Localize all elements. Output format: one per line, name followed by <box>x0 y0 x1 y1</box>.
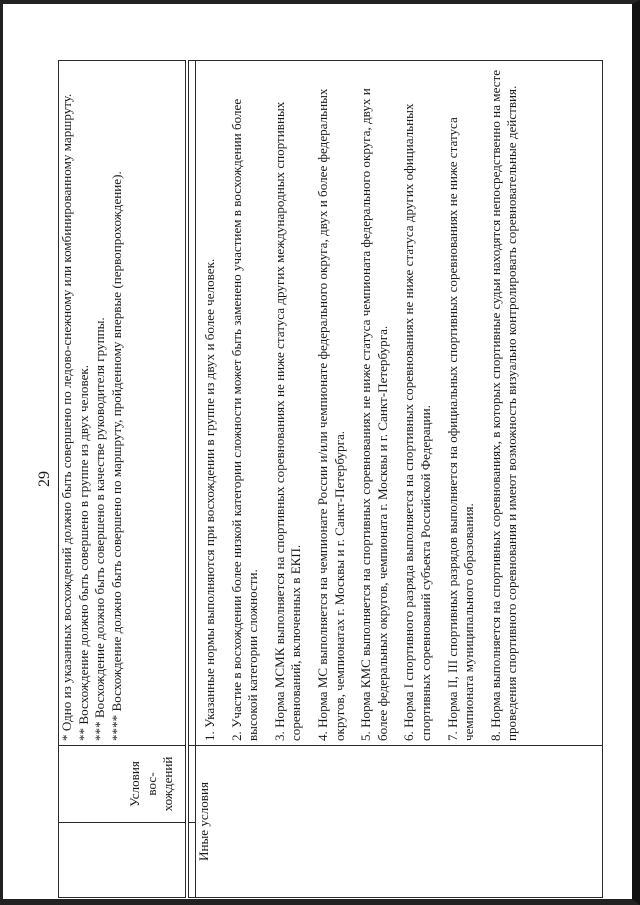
spacer-cell <box>187 823 196 898</box>
list-item: 7. Норма II, III спортивных разрядов выполняется на официальных спортивных соревнованиях не ниже статуса чемпионата муниципального образования. <box>444 117 477 741</box>
spacer-row <box>187 61 196 898</box>
note-line: **** Восхождение должно быть совершено по маршруту, пройденному впервые (первопрохождение). <box>108 171 124 741</box>
list-item: 1. Указанные нормы выполняются при восхождении в группе из двух и более человек. <box>202 258 217 741</box>
list-item: 6. Норма I спортивного разряда выполняется на спортивных соревнованиях не ниже статуса других официальных спортивных соревнований субъекта Российской Федерации. <box>401 103 433 741</box>
list-item: 4. Норма МС выполняется на чемпионате России и/или чемпионате федерального округа, двух и более федеральных округов, чемпионатах г. Москвы и г. Санкт-Петербурга. <box>314 88 347 741</box>
table-row-other-conditions <box>196 61 603 898</box>
spacer-cell <box>187 746 196 823</box>
list-item: 8. Норма выполняется на спортивных соревнованиях, в которых спортивные судьи находятся непосредственно на месте проведения спортивного соревнования и имеют возможность визуально контролировать соревновательные действия. <box>487 69 520 741</box>
note-line: ** Восхождение должно быть совершено в группе из двух человек. <box>75 364 91 741</box>
empty-cell <box>59 823 188 898</box>
list-item: 2. Участие в восхождении более низкой категории сложности может быть заменено участием в восхождении более высокой категории сложности. <box>228 98 261 741</box>
conditions-table <box>58 60 603 898</box>
other-conditions-list <box>196 61 603 746</box>
spacer-cell <box>187 61 196 746</box>
page-number: 29 <box>36 471 53 487</box>
note-line: *** Восхождение должно быть совершено в качестве руководителя группы. <box>92 317 108 741</box>
list-item: 3. Норма МСМК выполняется на спортивных соревнованиях не ниже статуса других международных спортивных соревнований, включенных в ЕКП. <box>271 101 304 741</box>
climb-conditions-label: Условия вос- хождений <box>59 746 188 823</box>
other-conditions-label: Иные условия <box>196 746 603 898</box>
table-row-climb-conditions <box>59 61 188 898</box>
climb-conditions-notes <box>59 61 188 746</box>
list-item: 5. Норма КМС выполняется на спортивных соревнованиях не ниже статуса чемпионата федерального округа, двух и более федеральных округов, чемпионата г. Москвы и г. Санкт-Петербурга. <box>358 88 390 741</box>
rotated-page <box>36 60 603 898</box>
note-line: * Одно из указанных восхождений должно быть совершено по ледово-снежному или комбинированному маршруту. <box>59 93 74 741</box>
